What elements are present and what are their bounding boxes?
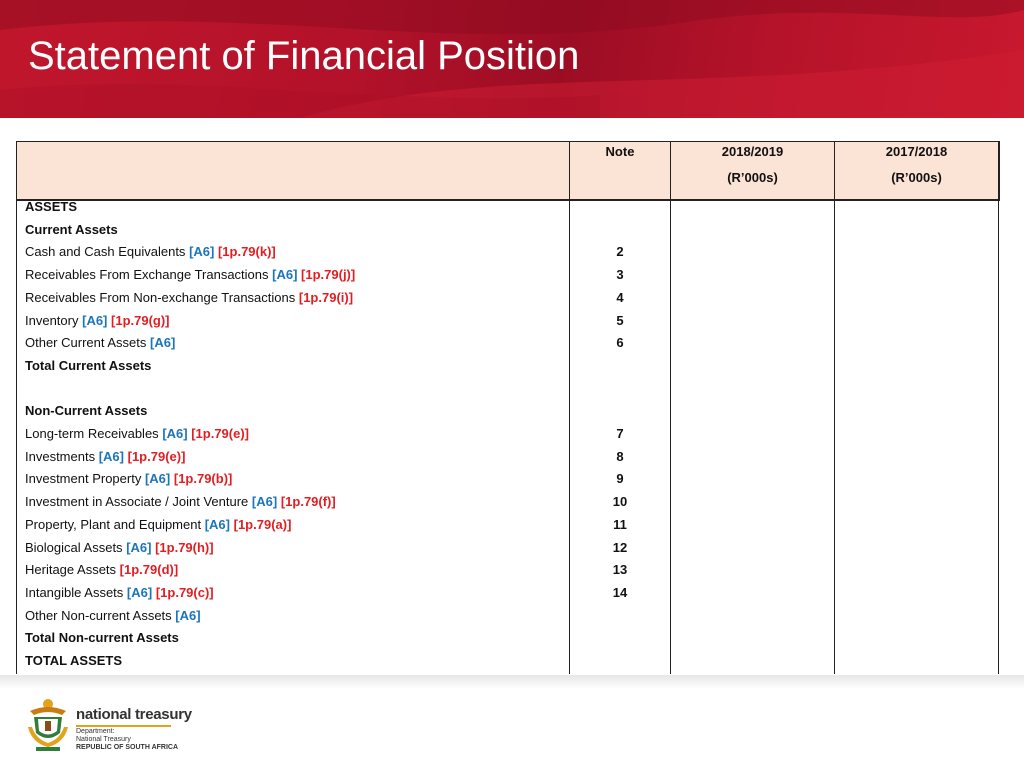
accounting-ref: [A6]	[272, 267, 298, 282]
accounting-ref: [A6]	[251, 494, 278, 509]
table-row	[25, 468, 232, 490]
accounting-ref: [A6]	[150, 335, 176, 350]
row-label: Investments	[25, 449, 96, 464]
row-label: Property, Plant and Equipment	[25, 517, 202, 532]
standard-ref: [1p.79(f)]	[280, 494, 336, 509]
table-right-border	[998, 141, 999, 674]
table-row	[25, 537, 214, 559]
row-label: Biological Assets	[25, 540, 123, 555]
dept-line-3: REPUBLIC OF SOUTH AFRICA	[76, 744, 179, 751]
accounting-ref: [A6]	[126, 540, 152, 555]
row-label: Non-Current Assets	[25, 403, 148, 418]
note-number: 7	[616, 426, 624, 441]
row-label: Long-term Receivables	[25, 426, 159, 441]
table-row	[25, 355, 151, 377]
note-number: 3	[616, 267, 624, 282]
row-label: Total Current Assets	[25, 358, 152, 373]
column-divider-y1	[670, 141, 671, 674]
standard-ref: [1p.79(h)]	[155, 540, 214, 555]
table-row	[25, 446, 185, 468]
header-2017-2018: 2017/2018	[885, 144, 948, 159]
standard-ref: [1p.79(k)]	[217, 244, 276, 259]
standard-ref: [1p.79(a)]	[233, 517, 292, 532]
department-text	[76, 728, 178, 752]
note-number: 8	[616, 449, 624, 464]
note-number: 11	[613, 517, 627, 532]
page-title: Statement of Financial Position	[28, 34, 580, 78]
table-row	[25, 264, 355, 286]
standard-ref: [1p.79(j)]	[301, 267, 356, 282]
standard-ref: [1p.79(d)]	[119, 562, 179, 577]
table-row	[25, 310, 170, 332]
note-number: 10	[612, 494, 628, 509]
table-row	[25, 196, 77, 218]
row-label: Investment in Associate / Joint Venture	[25, 494, 249, 509]
note-number: 13	[612, 562, 628, 577]
row-label: Cash and Cash Equivalents	[25, 244, 186, 259]
row-label: TOTAL ASSETS	[25, 653, 123, 668]
standard-ref: [1p.79(g)]	[111, 313, 170, 328]
row-label: Other Non-current Assets	[25, 608, 172, 623]
org-underline	[76, 725, 171, 727]
standard-ref: [1p.79(b)]	[173, 471, 233, 486]
row-label: Current Assets	[25, 222, 118, 237]
accounting-ref: [A6]	[126, 585, 153, 600]
table-row	[25, 605, 201, 627]
row-label: ASSETS	[25, 199, 78, 214]
accounting-ref: [A6]	[175, 608, 201, 623]
note-number: 12	[612, 540, 628, 555]
row-label: Intangible Assets	[25, 585, 124, 600]
note-number: 2	[616, 244, 624, 259]
row-label: Receivables From Non-exchange Transactions	[25, 290, 296, 305]
table-row	[25, 582, 214, 604]
header-note: Note	[605, 144, 635, 159]
note-number: 14	[612, 585, 628, 600]
table-row	[25, 400, 147, 422]
table-row	[25, 514, 291, 536]
row-label: Inventory	[25, 313, 79, 328]
table-row	[25, 491, 336, 513]
row-label: Receivables From Exchange Transactions	[25, 267, 269, 282]
coat-of-arms-logo	[26, 697, 70, 753]
table-row	[25, 241, 276, 263]
accounting-ref: [A6]	[204, 517, 230, 532]
table-row	[25, 423, 249, 445]
note-number: 9	[616, 471, 624, 486]
table-row	[25, 219, 118, 241]
accounting-ref: [A6]	[189, 244, 215, 259]
row-label: Heritage Assets	[25, 562, 117, 577]
row-label: Other Current Assets	[25, 335, 147, 350]
accounting-ref: [A6]	[162, 426, 188, 441]
dept-line-1: Department:	[76, 728, 115, 735]
standard-ref: [1p.79(e)]	[191, 426, 250, 441]
table-row	[25, 650, 122, 672]
header-2017-2018-unit: (R’000s)	[891, 170, 942, 185]
accounting-ref: [A6]	[98, 449, 124, 464]
note-number: 4	[616, 290, 624, 305]
standard-ref: [1p.79(c)]	[155, 585, 214, 600]
column-divider-y2	[834, 141, 835, 674]
dept-line-2: National Treasury	[76, 736, 131, 743]
table-row	[25, 332, 175, 354]
note-number: 6	[616, 335, 624, 350]
standard-ref: [1p.79(e)]	[127, 449, 186, 464]
title-banner	[0, 0, 1024, 118]
header-2018-2019: 2018/2019	[721, 144, 784, 159]
table-row	[25, 559, 178, 581]
accounting-ref: [A6]	[82, 313, 108, 328]
table-row	[25, 287, 353, 309]
table-left-border	[16, 141, 17, 674]
row-label: Total Non-current Assets	[25, 630, 179, 645]
note-number: 5	[616, 313, 624, 328]
accounting-ref: [A6]	[144, 471, 171, 486]
standard-ref: [1p.79(i)]	[298, 290, 354, 305]
header-2018-2019-unit: (R’000s)	[727, 170, 778, 185]
table-row	[25, 627, 179, 649]
org-name: national treasury	[76, 706, 192, 723]
row-label: Investment Property	[25, 471, 142, 486]
footer-divider	[0, 675, 1024, 689]
